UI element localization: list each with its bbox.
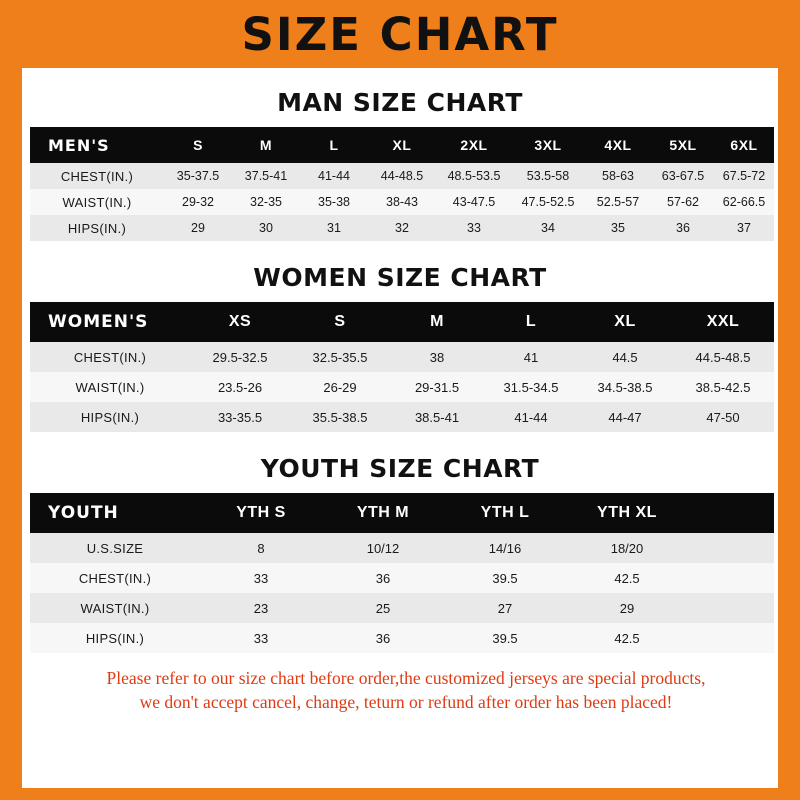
women-header-row xyxy=(30,302,774,342)
men-cell: 34 xyxy=(512,215,584,241)
women-header-cell: WOMEN'S xyxy=(30,302,190,342)
table-row xyxy=(30,372,774,402)
women-row-label: WAIST(IN.) xyxy=(30,372,190,402)
men-row-label: HIPS(IN.) xyxy=(30,215,164,241)
table-row xyxy=(30,342,774,372)
women-cell: 29-31.5 xyxy=(390,372,484,402)
men-header-cell: MEN'S xyxy=(30,127,164,163)
youth-row-label: HIPS(IN.) xyxy=(30,623,200,653)
youth-cell: 42.5 xyxy=(566,563,688,593)
men-cell: 37.5-41 xyxy=(232,163,300,189)
men-cell: 33 xyxy=(436,215,512,241)
men-header-cell: L xyxy=(300,127,368,163)
table-row xyxy=(30,163,774,189)
youth-cell-spacer xyxy=(688,623,774,653)
table-row xyxy=(30,189,774,215)
table-row xyxy=(30,593,774,623)
men-cell: 35-38 xyxy=(300,189,368,215)
youth-cell: 36 xyxy=(322,623,444,653)
men-row-label: CHEST(IN.) xyxy=(30,163,164,189)
youth-cell: 36 xyxy=(322,563,444,593)
men-cell: 53.5-58 xyxy=(512,163,584,189)
women-row-label: CHEST(IN.) xyxy=(30,342,190,372)
youth-row-label: CHEST(IN.) xyxy=(30,563,200,593)
women-cell: 41 xyxy=(484,342,578,372)
table-row xyxy=(30,623,774,653)
women-cell: 47-50 xyxy=(672,402,774,432)
youth-cell: 33 xyxy=(200,563,322,593)
women-cell: 32.5-35.5 xyxy=(290,342,390,372)
men-section-title: MAN SIZE CHART xyxy=(277,88,523,117)
youth-cell: 14/16 xyxy=(444,533,566,563)
men-header-cell: S xyxy=(164,127,232,163)
women-cell: 38.5-42.5 xyxy=(672,372,774,402)
men-cell: 38-43 xyxy=(368,189,436,215)
men-header-cell: 2XL xyxy=(436,127,512,163)
table-row xyxy=(30,533,774,563)
men-cell: 36 xyxy=(652,215,714,241)
youth-header-cell: YOUTH xyxy=(30,493,200,533)
men-cell: 37 xyxy=(714,215,774,241)
footer-note-line-1: Please refer to our size chart before order,the customized jerseys are special products, xyxy=(106,668,706,688)
women-cell: 38 xyxy=(390,342,484,372)
men-cell: 67.5-72 xyxy=(714,163,774,189)
table-row xyxy=(30,215,774,241)
women-cell: 29.5-32.5 xyxy=(190,342,290,372)
women-cell: 34.5-38.5 xyxy=(578,372,672,402)
youth-section-title: YOUTH SIZE CHART xyxy=(260,454,540,483)
women-header-cell: S xyxy=(290,302,390,342)
page-title: SIZE CHART xyxy=(241,7,559,61)
women-cell: 41-44 xyxy=(484,402,578,432)
women-cell: 23.5-26 xyxy=(190,372,290,402)
women-cell: 33-35.5 xyxy=(190,402,290,432)
men-header-cell: M xyxy=(232,127,300,163)
men-cell: 58-63 xyxy=(584,163,652,189)
footer-note xyxy=(30,667,782,714)
men-cell: 31 xyxy=(300,215,368,241)
youth-row-label: WAIST(IN.) xyxy=(30,593,200,623)
youth-cell: 18/20 xyxy=(566,533,688,563)
table-row xyxy=(30,402,774,432)
women-header-cell: M xyxy=(390,302,484,342)
women-header-cell: XL xyxy=(578,302,672,342)
youth-cell: 25 xyxy=(322,593,444,623)
youth-cell: 39.5 xyxy=(444,563,566,593)
youth-cell-spacer xyxy=(688,593,774,623)
women-header-cell: L xyxy=(484,302,578,342)
men-header-cell: 3XL xyxy=(512,127,584,163)
youth-header-cell: YTH XL xyxy=(566,493,688,533)
youth-size-table xyxy=(30,493,774,653)
men-cell: 52.5-57 xyxy=(584,189,652,215)
men-cell: 30 xyxy=(232,215,300,241)
men-header-cell: XL xyxy=(368,127,436,163)
women-cell: 44.5-48.5 xyxy=(672,342,774,372)
men-header-cell: 4XL xyxy=(584,127,652,163)
men-header-cell: 6XL xyxy=(714,127,774,163)
content xyxy=(22,68,778,788)
men-row-label: WAIST(IN.) xyxy=(30,189,164,215)
men-cell: 63-67.5 xyxy=(652,163,714,189)
banner xyxy=(0,0,800,68)
youth-cell: 29 xyxy=(566,593,688,623)
men-cell: 41-44 xyxy=(300,163,368,189)
men-cell: 48.5-53.5 xyxy=(436,163,512,189)
youth-cell: 33 xyxy=(200,623,322,653)
men-cell: 47.5-52.5 xyxy=(512,189,584,215)
bottom-bar xyxy=(0,788,800,800)
women-size-table xyxy=(30,302,774,432)
men-cell: 62-66.5 xyxy=(714,189,774,215)
men-cell: 35 xyxy=(584,215,652,241)
women-cell: 31.5-34.5 xyxy=(484,372,578,402)
men-header-cell: 5XL xyxy=(652,127,714,163)
men-cell: 32 xyxy=(368,215,436,241)
women-header-cell: XS xyxy=(190,302,290,342)
youth-row-label: U.S.SIZE xyxy=(30,533,200,563)
women-section-title: WOMEN SIZE CHART xyxy=(253,263,547,292)
men-cell: 57-62 xyxy=(652,189,714,215)
youth-cell: 23 xyxy=(200,593,322,623)
youth-cell: 10/12 xyxy=(322,533,444,563)
women-cell: 38.5-41 xyxy=(390,402,484,432)
youth-header-cell: YTH L xyxy=(444,493,566,533)
youth-header-spacer xyxy=(688,493,774,533)
youth-cell: 27 xyxy=(444,593,566,623)
youth-cell: 8 xyxy=(200,533,322,563)
women-row-label: HIPS(IN.) xyxy=(30,402,190,432)
men-cell: 29 xyxy=(164,215,232,241)
youth-header-cell: YTH S xyxy=(200,493,322,533)
men-cell: 44-48.5 xyxy=(368,163,436,189)
women-header-cell: XXL xyxy=(672,302,774,342)
youth-header-cell: YTH M xyxy=(322,493,444,533)
men-header-row xyxy=(30,127,774,163)
men-cell: 35-37.5 xyxy=(164,163,232,189)
youth-header-row xyxy=(30,493,774,533)
women-cell: 44-47 xyxy=(578,402,672,432)
youth-cell: 39.5 xyxy=(444,623,566,653)
youth-cell-spacer xyxy=(688,563,774,593)
women-cell: 44.5 xyxy=(578,342,672,372)
men-cell: 43-47.5 xyxy=(436,189,512,215)
youth-cell-spacer xyxy=(688,533,774,563)
men-cell: 32-35 xyxy=(232,189,300,215)
men-cell: 29-32 xyxy=(164,189,232,215)
men-size-table xyxy=(30,127,774,241)
women-cell: 26-29 xyxy=(290,372,390,402)
women-cell: 35.5-38.5 xyxy=(290,402,390,432)
table-row xyxy=(30,563,774,593)
footer-note-line-2: we don't accept cancel, change, teturn or refund after order has been placed! xyxy=(139,691,673,712)
youth-cell: 42.5 xyxy=(566,623,688,653)
